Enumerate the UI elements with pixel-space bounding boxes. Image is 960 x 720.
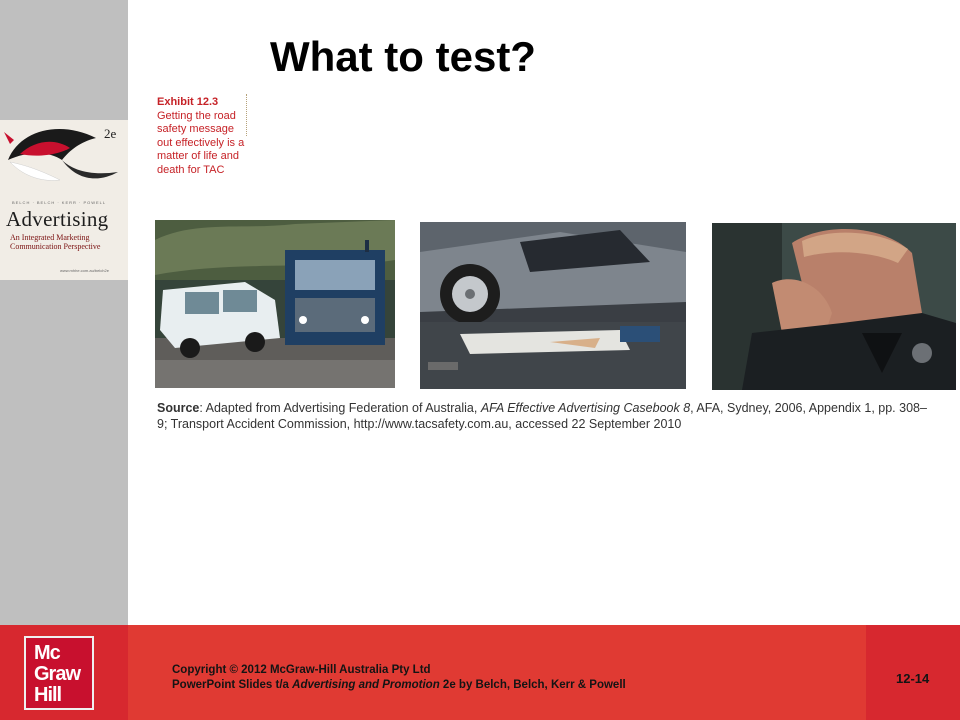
exhibit-caption-block bbox=[157, 96, 251, 177]
mcgraw-hill-logo: Mc Graw Hill bbox=[24, 636, 94, 710]
source-text-1: : Adapted from Advertising Federation of Australia, bbox=[199, 401, 481, 415]
footer-logo-panel bbox=[0, 625, 128, 720]
slide-number: 12-14 bbox=[896, 671, 930, 686]
copyright-line-2: PowerPoint Slides t/a Advertising and Promotion 2e by Belch, Belch, Kerr & Powell bbox=[172, 679, 626, 691]
book-cover-thumbnail bbox=[0, 120, 128, 280]
cover-website: www.mhhe.com.au/belch2e bbox=[60, 268, 109, 273]
copyright-line-1: Copyright © 2012 McGraw-Hill Australia Pty Ltd bbox=[172, 664, 431, 676]
van-truck-crash-photo bbox=[155, 220, 395, 388]
exhibit-divider bbox=[246, 94, 247, 136]
footer-bar bbox=[0, 625, 960, 720]
slide-title: What to test? bbox=[270, 33, 536, 80]
copyright-notice bbox=[172, 663, 626, 693]
left-side-strip bbox=[0, 0, 128, 625]
cover-authors: BELCH · BELCH · KERR · POWELL bbox=[12, 200, 107, 205]
source-citation bbox=[157, 400, 927, 432]
source-label: Source bbox=[157, 401, 200, 415]
source-text-2: , AFA, Sydney, 2006, Appendix 1, pp. 308–9; Transport Accident Commission, http://www.tacsafety.com.au, accessed 22 September 2010 bbox=[157, 401, 927, 431]
source-italic: AFA Effective Advertising Casebook 8 bbox=[480, 401, 691, 415]
distressed-officer-photo bbox=[712, 223, 956, 390]
exhibit-caption: Getting the road safety message out effectively is a matter of life and death for TAC bbox=[157, 109, 245, 176]
accident-victim-photo bbox=[420, 222, 686, 389]
exhibit-number: Exhibit 12.3 bbox=[157, 96, 219, 108]
cover-title: Advertising bbox=[6, 207, 109, 231]
cover-subtitle: An Integrated Marketing Communication Perspective bbox=[10, 233, 101, 251]
cover-edition: 2e bbox=[104, 126, 117, 141]
